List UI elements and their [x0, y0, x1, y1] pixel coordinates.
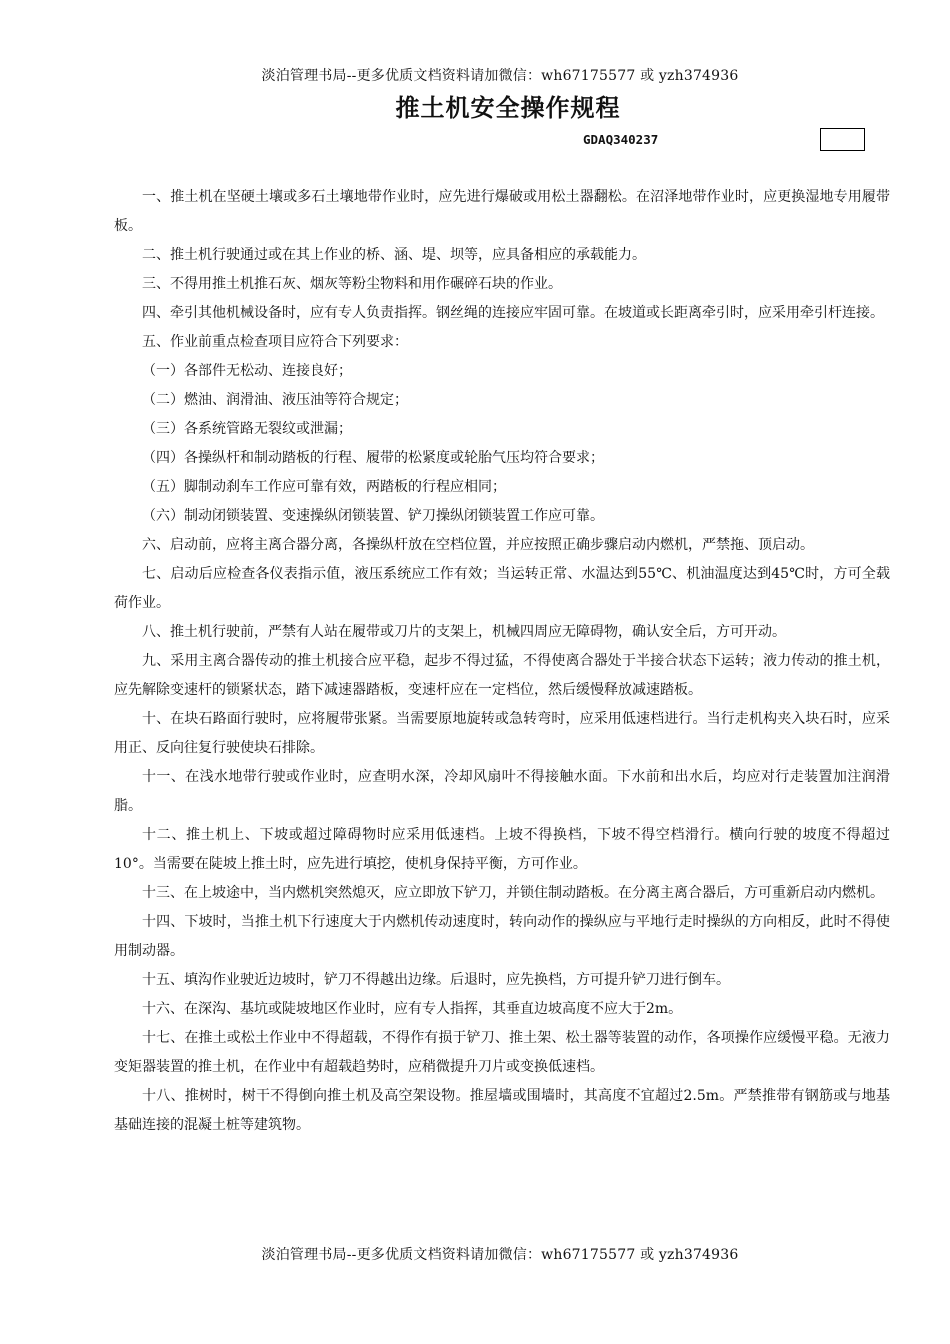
- sub-item: （二）燃油、润滑油、液压油等符合规定；: [142, 392, 408, 408]
- paragraph: 十四、下坡时，当推土机下行速度大于内燃机传动速度时，转向动作的操纵应与平地行走时操纵的方向相反，此时不得使用制动器。: [114, 914, 890, 959]
- sub-item: （五）脚制动刹车工作应可靠有效，两踏板的行程应相同；: [142, 479, 506, 495]
- paragraph: 九、采用主离合器传动的推土机接合应平稳，起步不得过猛，不得使离合器处于半接合状态下运转；液力传动的推土机，应先解除变速杆的锁紧状态，踏下减速器踏板，变速杆应在一定档位，然后缓慢释放减速踏板。: [114, 653, 890, 698]
- document-body: [114, 183, 890, 1140]
- paragraph: 十二、推土机上、下坡或超过障碍物时应采用低速档。上坡不得换档，下坡不得空档滑行。横向行驶的坡度不得超过10°。当需要在陡坡上推土时，应先进行填挖，使机身保持平衡，方可作业。: [114, 827, 890, 872]
- sub-item: （一）各部件无松动、连接良好；: [142, 363, 352, 379]
- paragraph: 六、启动前，应将主离合器分离，各操纵杆放在空档位置，并应按照正确步骤启动内燃机，严禁拖、顶启动。: [142, 537, 814, 553]
- paragraph: 十六、在深沟、基坑或陡坡地区作业时，应有专人指挥，其垂直边坡高度不应大于2m。: [142, 1001, 683, 1017]
- paragraph: 八、推土机行驶前，严禁有人站在履带或刀片的支架上，机械四周应无障碍物，确认安全后，方可开动。: [142, 624, 786, 640]
- paragraph: 二、推土机行驶通过或在其上作业的桥、涵、堤、坝等，应具备相应的承载能力。: [142, 247, 646, 263]
- header-watermark-note: 淡泊管理书局--更多优质文档资料请加微信：wh67175577 或 yzh374936: [261, 68, 739, 84]
- paragraph: 十、在块石路面行驶时，应将履带张紧。当需要原地旋转或急转弯时，应采用低速档进行。当行走机构夹入块石时，应采用正、反向往复行驶使块石排除。: [114, 711, 890, 756]
- paragraph: 三、不得用推土机推石灰、烟灰等粉尘物料和用作碾碎石块的作业。: [142, 276, 562, 292]
- paragraph: 十八、推树时，树干不得倒向推土机及高空架设物。推屋墙或围墙时，其高度不宜超过2.5m。严禁推带有钢筋或与地基基础连接的混凝土桩等建筑物。: [114, 1088, 890, 1133]
- paragraph: 四、牵引其他机械设备时，应有专人负责指挥。钢丝绳的连接应牢固可靠。在坡道或长距离牵引时，应采用牵引杆连接。: [142, 305, 884, 321]
- code-box: [820, 128, 865, 151]
- paragraph: 七、启动后应检查各仪表指示值，液压系统应工作有效；当运转正常、水温达到55℃、机油温度达到45℃时，方可全载荷作业。: [114, 566, 890, 611]
- paragraph: 十五、填沟作业驶近边坡时，铲刀不得越出边缘。后退时，应先换档，方可提升铲刀进行倒车。: [142, 972, 730, 988]
- paragraph: 一、推土机在坚硬土壤或多石土壤地带作业时，应先进行爆破或用松土器翻松。在沼泽地带作业时，应更换湿地专用履带板。: [114, 189, 890, 234]
- paragraph: 十三、在上坡途中，当内燃机突然熄灭，应立即放下铲刀，并锁住制动踏板。在分离主离合器后，方可重新启动内燃机。: [142, 885, 884, 901]
- sub-item: （六）制动闭锁装置、变速操纵闭锁装置、铲刀操纵闭锁装置工作应可靠。: [142, 508, 604, 524]
- sub-item: （四）各操纵杆和制动踏板的行程、履带的松紧度或轮胎气压均符合要求；: [142, 450, 604, 466]
- footer-watermark-note: 淡泊管理书局--更多优质文档资料请加微信：wh67175577 或 yzh374936: [261, 1247, 739, 1263]
- sub-item: （三）各系统管路无裂纹或泄漏；: [142, 421, 352, 437]
- paragraph: 五、作业前重点检查项目应符合下列要求：: [142, 334, 408, 350]
- paragraph: 十一、在浅水地带行驶或作业时，应查明水深，冷却风扇叶不得接触水面。下水前和出水后，均应对行走装置加注润滑脂。: [114, 769, 890, 814]
- page-title: 推土机安全操作规程: [395, 94, 621, 122]
- document-code: GDAQ340237: [583, 132, 659, 147]
- paragraph: 十七、在推土或松土作业中不得超载，不得作有损于铲刀、推土架、松土器等装置的动作，各项操作应缓慢平稳。无液力变矩器装置的推土机，在作业中有超载趋势时，应稍微提升刀片或变换低速档。: [114, 1030, 890, 1075]
